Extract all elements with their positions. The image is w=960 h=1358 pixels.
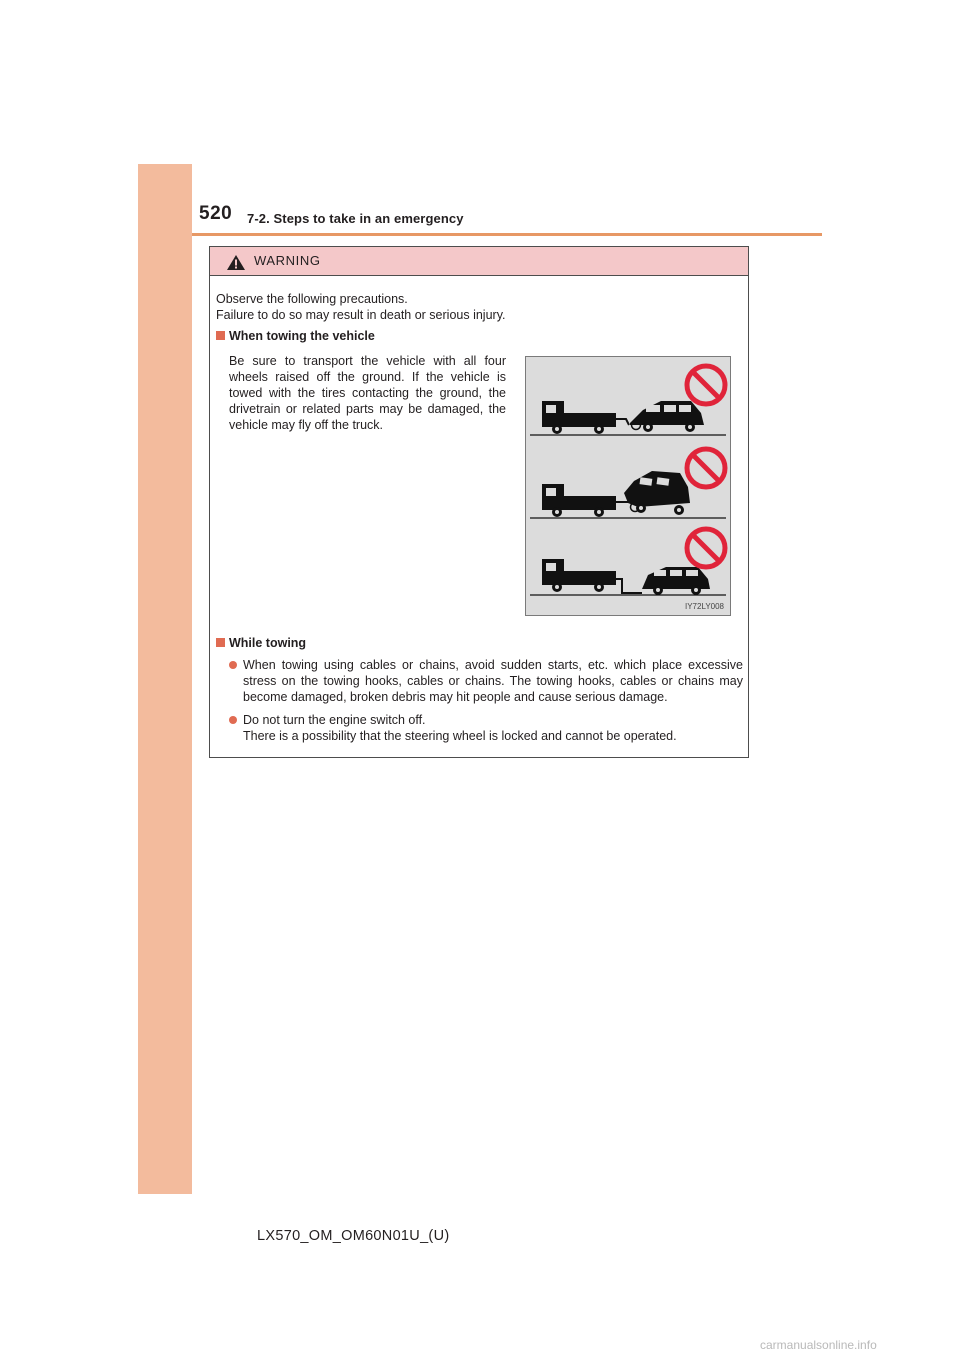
prohibited-icon xyxy=(687,366,725,404)
tow-row-2 xyxy=(530,449,726,518)
prohibited-icon xyxy=(687,449,725,487)
warning-label: WARNING xyxy=(254,253,321,268)
section-heading-while-towing-text: While towing xyxy=(229,636,307,650)
tow-row-3 xyxy=(530,529,726,595)
bullet-text: When towing using cables or chains, avoid sudden starts, etc. which place excessive stress on the towing hooks, cables or chains. The towing hooks, cables or chains may become damaged, broken debris may hit people and cause serious damage. xyxy=(243,658,743,704)
bullet-text xyxy=(243,712,743,744)
chapter-side-tab xyxy=(138,164,192,1194)
towing-paragraph: Be sure to transport the vehicle with all four wheels raised off the ground. If the vehicle is towed with the tires contacting the ground, the drivetrain or related parts may be damaged, the vehicle may fly off the truck. xyxy=(229,354,506,432)
towing-illustration-drawing xyxy=(526,357,730,615)
bullet-text-line-2: There is a possibility that the steering wheel is locked and cannot be operated. xyxy=(243,729,677,743)
section-title: 7-2. Steps to take in an emergency xyxy=(247,211,464,226)
towing-illustration xyxy=(525,356,731,616)
bullet-text-line-1: Do not turn the engine switch off. xyxy=(243,713,426,727)
header-rule xyxy=(192,233,822,236)
section-heading-towing xyxy=(216,328,375,344)
bullet-dot-icon xyxy=(229,716,237,724)
page-number: 520 xyxy=(199,203,233,224)
document-code: LX570_OM_OM60N01U_(U) xyxy=(257,1228,450,1244)
intro-line-2: Failure to do so may result in death or serious injury. xyxy=(216,308,506,322)
illustration-code: IY72LY008 xyxy=(685,602,724,611)
prohibited-icon xyxy=(687,529,725,567)
bullet-item xyxy=(229,712,743,744)
bullet-dot-icon xyxy=(229,661,237,669)
tow-row-1 xyxy=(530,366,726,435)
warning-intro xyxy=(216,291,505,323)
intro-line-1: Observe the following precautions. xyxy=(216,292,408,306)
square-bullet-icon xyxy=(216,638,225,647)
section-heading-towing-text: When towing the vehicle xyxy=(229,329,375,343)
warning-triangle-icon xyxy=(226,254,246,271)
square-bullet-icon xyxy=(216,331,225,340)
warning-box xyxy=(209,246,749,758)
section-heading-while-towing xyxy=(216,635,306,651)
warning-header xyxy=(210,247,748,276)
watermark: carmanualsonline.info xyxy=(760,1338,877,1352)
bullet-item xyxy=(229,657,743,705)
